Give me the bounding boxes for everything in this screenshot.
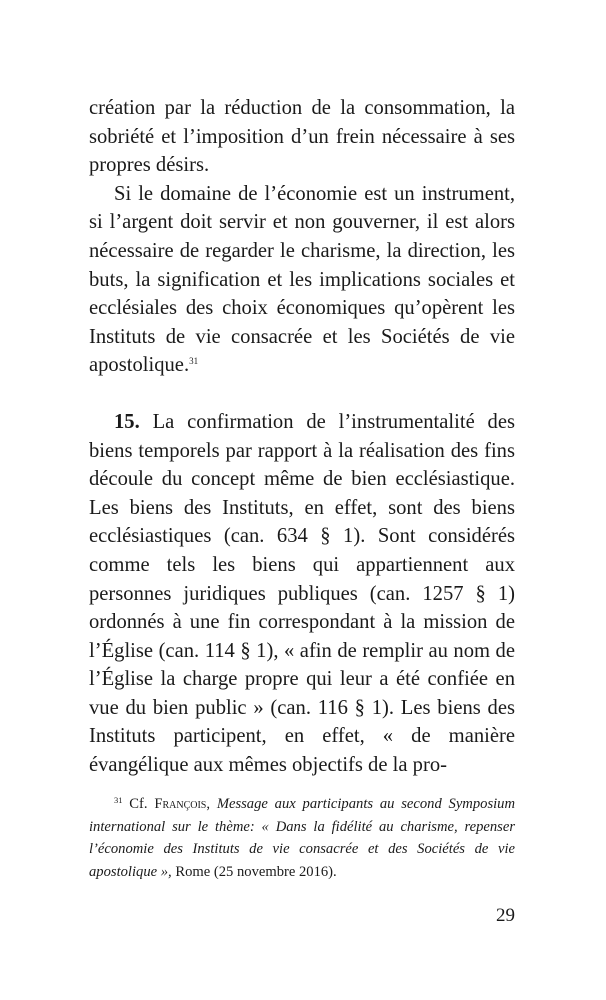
page-number: 29 <box>496 905 515 926</box>
footnote <box>89 793 515 883</box>
paragraph-economy-text: Si le domaine de l’économie est un instrument, si l’argent doit servir et non gouverner, il est alors nécessaire de regarder le charisme, la direction, les buts, la signification et les implications sociales et ecclésiales des choix économiques qu’opèrent les Instituts de vie consacrée et les Sociétés de vie apostolique. <box>89 182 515 377</box>
main-text <box>89 94 515 780</box>
footnote-title: Message aux participants au second Symposium international sur le thème: « Dans la fidélité au charisme, repenser l’économie des Instituts de vie consacrée et des Sociétés de vie apostolique », <box>89 796 516 880</box>
section-15-paragraph <box>89 408 515 780</box>
section-15-text: La confirmation de l’instrumentalité des biens temporels par rapport à la réalisation des fins découle du concept même de bien ecclésiastique. Les biens des Instituts, en effet, sont des biens ecclésiastiques (can. 634 § 1). Sont considérés comme tels les biens qui appartiennent aux personnes juridiques publiques (can. 1257 § 1) ordonnés à une fin correspondant à la mission de l’Église (can. 114 § 1), « afin de remplir au nom de l’Église la charge propre qui leur a été confiée en vue du bien public » (can. 116 § 1). Les biens des Instituts participent, en effet, « de manière évangélique aux mêmes objectifs de la pro- <box>89 410 516 777</box>
footnote-suffix: Rome (25 novembre 2016). <box>175 863 337 880</box>
section-number: 15. <box>114 410 140 433</box>
footnote-author: François, <box>154 796 211 812</box>
footnote-number: 31 <box>114 795 123 805</box>
paragraph-economy <box>89 180 515 380</box>
footnote-reference: 31 <box>189 356 199 367</box>
paragraph-continuation: création par la réduction de la consommation, la sobriété et l’imposition d’un frein nécessaire à ses propres désirs. <box>89 97 515 177</box>
footnote-prefix: Cf. <box>129 796 148 812</box>
